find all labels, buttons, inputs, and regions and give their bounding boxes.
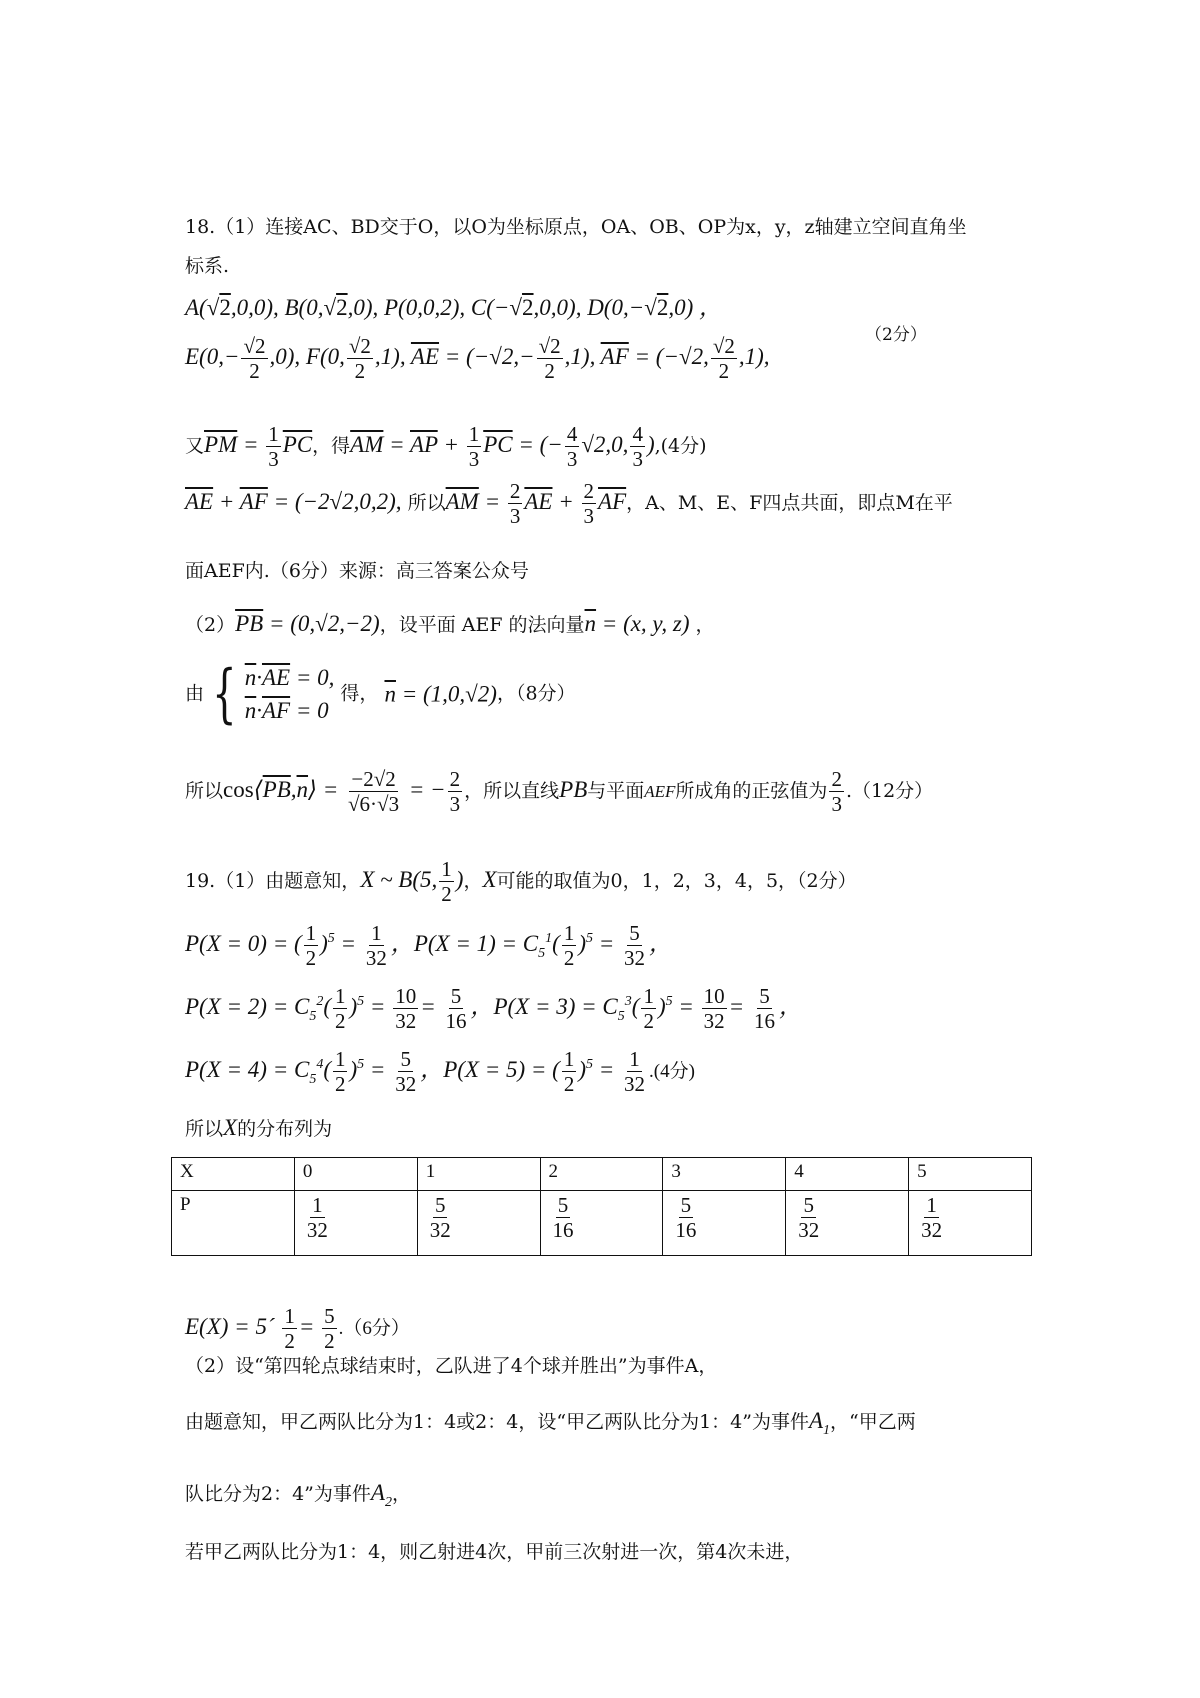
table-cell: 2	[540, 1158, 663, 1191]
q18-aef-line: 面AEF内.（6分）来源：高三答案公众号	[185, 560, 529, 582]
table-cell	[909, 1191, 1032, 1256]
q18-system-line: 由 { $\overline{n}\cdot\overline{AE} = 0$, $\overline{n}\cdot\overline{AF} = 0$ 得， $\overline{n} = (1,0,√2)$，（8分）	[185, 657, 576, 731]
q18-coplanar-text: ，A、M、E、F四点共面，即点M在平	[626, 491, 953, 514]
q18-pm-line: 又$\overline{PM}$ = $\frac{1}{3}$ $\overline{PC}$，得$\overline{AM} = \overline{AP}$ + $\frac{1}{3}$ $\overline{PC}$ = (− $\frac{4}{3}$ √2,0, $\frac{4}{3}$ ),(4分)	[185, 422, 707, 472]
fraction-numerator: 5	[557, 1193, 569, 1217]
q18-de2-label: 得，	[340, 682, 379, 705]
fraction-denominator: 32	[798, 1218, 820, 1243]
table-cell: 4	[786, 1158, 909, 1191]
table-cell	[663, 1191, 786, 1256]
fraction-numerator: 5	[680, 1193, 692, 1217]
q18-coordinates-line: A(√2,0,0), B(0,√2,0), P(0,0,2), C(−√2,0,0), D(0,−√2,0) ，	[185, 295, 723, 320]
q18-part2-text: ，设平面 AEF 的法向量	[379, 614, 585, 636]
q18-suoyi-label: 所以	[407, 491, 446, 514]
q18-part2-line: $(2)\overline{PB} = (0,√2,-2)$，设平面 AEF 的法向量$\overline{n} = (x$, y, z) ，	[185, 611, 715, 636]
q19-part2-line2: 由题意知，甲乙两队比分为1：4或2：4，设“甲乙两队比分为1：4”为事件$A_1$，“甲乙两	[185, 1408, 916, 1438]
fraction-denominator: 32	[306, 1218, 328, 1243]
q18-angle-text-c: 所成角的正弦值为	[675, 779, 828, 802]
table-cell: 1	[417, 1158, 540, 1191]
fraction-numerator: 5	[803, 1193, 814, 1217]
q19-prob-line2: $P(X = 2) = C_5^2$( $\frac{1}{2}$ )$^5$ = $\frac{10}{32}$ = $\frac{5}{16}$ ，$P(X = 3) = C_5^3$( $\frac{1}{2}$ )$^5$ = $\frac{10}{32}$ = $\frac{5}{16}$ ，	[185, 984, 802, 1034]
q19-dist-label-b: 的分布列为	[237, 1118, 333, 1140]
table-cell: 5	[909, 1158, 1032, 1191]
fraction-denominator: 16	[675, 1218, 697, 1243]
q19-part2-line2-a: 由题意知，甲乙两队比分为1：4或2：4，设“甲乙两队比分为1：4”为事件	[185, 1411, 809, 1433]
q18-intro-line1: 18.（1）连接AC、BD交于O，以O为坐标原点，OA、OB、OP为x，y，z轴建立空间直角坐	[185, 216, 967, 238]
q19-prob-line3: $P(X = 4) = C_5^4$( $\frac{1}{2}$ )$^5$ = $\frac{5}{32}$ ，P(X = 5) = ( $\frac{1}{2}$ )$^5$ = $\frac{1}{32}$ .(4分)	[185, 1047, 695, 1097]
table-cell: 3	[663, 1158, 786, 1191]
table-cell	[417, 1191, 540, 1256]
q18-ef-vectors-line: E(0,− $\frac{√2}{2}$ ,0), F(0, $\frac{√2}{2}$ ,1), $\overline{AE} = (-√2,-$ $\frac{√2}{2}$ ,1), $\overline{AF} = (-√2$, $\frac{√2}{2}$ ,1),	[185, 334, 770, 384]
fraction-numerator: 1	[312, 1193, 323, 1217]
q19-prob-line1: P(X = 0) = ( $\frac{1}{2}$ )$^5$ = $\frac{1}{32}$ ，$P(X = 1) = C_5^1$( $\frac{1}{2}$ )$^5$ = $\frac{5}{32}$ ，	[185, 921, 673, 971]
q19-points-6: .（6分）	[338, 1317, 410, 1339]
q18-points-4: ,(4分)	[654, 434, 707, 457]
fraction-denominator: 16	[552, 1218, 574, 1243]
q18-suoyi2-label: 所以	[185, 779, 224, 802]
q19-intro-b: ，	[463, 869, 483, 892]
q19-dist-label: 所以X的分布列为	[185, 1115, 333, 1140]
q18-points-8: ，（8分）	[496, 682, 576, 705]
table-header-row	[172, 1158, 1032, 1191]
q18-points-2: （2分）	[865, 325, 927, 345]
q19-part2-line2-b: ，“甲乙两	[830, 1411, 916, 1433]
fraction-denominator: 32	[921, 1218, 943, 1243]
q18-part2-num: （2）	[185, 614, 236, 636]
fraction-numerator: 1	[926, 1193, 937, 1217]
table-row	[172, 1191, 1032, 1256]
q19-dist-label-a: 所以	[185, 1118, 224, 1140]
fraction-numerator: 5	[434, 1193, 446, 1217]
table-cell	[540, 1191, 663, 1256]
table-cell: P	[172, 1191, 295, 1256]
q18-de-label: ，得	[312, 434, 351, 457]
q19-intro-line: 19.（1）由题意知，X ~ B(5, $\frac{1}{2}$ )，X可能的取值为0，1，2，3，4，5，（2分）	[185, 857, 857, 907]
q18-you-label: 又	[185, 434, 205, 457]
q18-coplanar-line: $\overline{AE} + \overline{AF} = (-2√2,0,2)$, 所以$\overline{AM}$ = $\frac{2}{3}$ $\overline{AE}$ + $\frac{2}{3}$ $\overline{AF}$，A、M、E、F四点共面，即点M在平	[185, 479, 953, 529]
table-cell	[294, 1191, 417, 1256]
q19-intro-c: 可能的取值为0，1，2，3，4，5，（2分）	[496, 869, 857, 892]
q18-points-12: .（12分）	[845, 779, 934, 802]
q19-points-4: .(4分)	[649, 1060, 695, 1082]
q19-part2-line3-a: 队比分为2：4”为事件	[185, 1483, 371, 1505]
q19-part2-line4: 若甲乙两队比分为1：4，则乙射进4次，甲前三次射进一次，第4次未进，	[185, 1541, 804, 1563]
q18-cos-line: 所以$\cos⟨\overline{PB},\overline{n}⟩$ = $\frac{-2√2}{√6\cdot√3}$ = − $\frac{2}{3}$ ，所以直线PB与平面AEF所成角的正弦值为 $\frac{2}{3}$ .（12分）	[185, 767, 934, 817]
distribution-table	[171, 1157, 1032, 1256]
table-cell	[786, 1191, 909, 1256]
q19-part2-line3: 队比分为2：4”为事件$A_2$，	[185, 1480, 411, 1510]
q18-you2-label: 由	[185, 682, 205, 705]
table-cell: 0	[294, 1158, 417, 1191]
q19-expectation-line: E(X) = 5´ $\frac{1}{2}$ = $\frac{5}{2}$ .（6分）	[185, 1304, 410, 1354]
table-cell: X	[172, 1158, 295, 1191]
q19-intro-a: 19.（1）由题意知，	[185, 869, 361, 892]
q19-part2-line1: （2）设“第四轮点球结束时，乙队进了4个球并胜出”为事件A，	[185, 1355, 718, 1377]
q19-part2-line3-b: ，	[391, 1483, 411, 1505]
fraction-denominator: 32	[429, 1218, 451, 1243]
q18-angle-text-b: 与平面	[587, 779, 645, 802]
q18-intro-line2: 标系.	[185, 255, 230, 277]
q18-angle-text-a: ，所以直线	[464, 779, 560, 802]
